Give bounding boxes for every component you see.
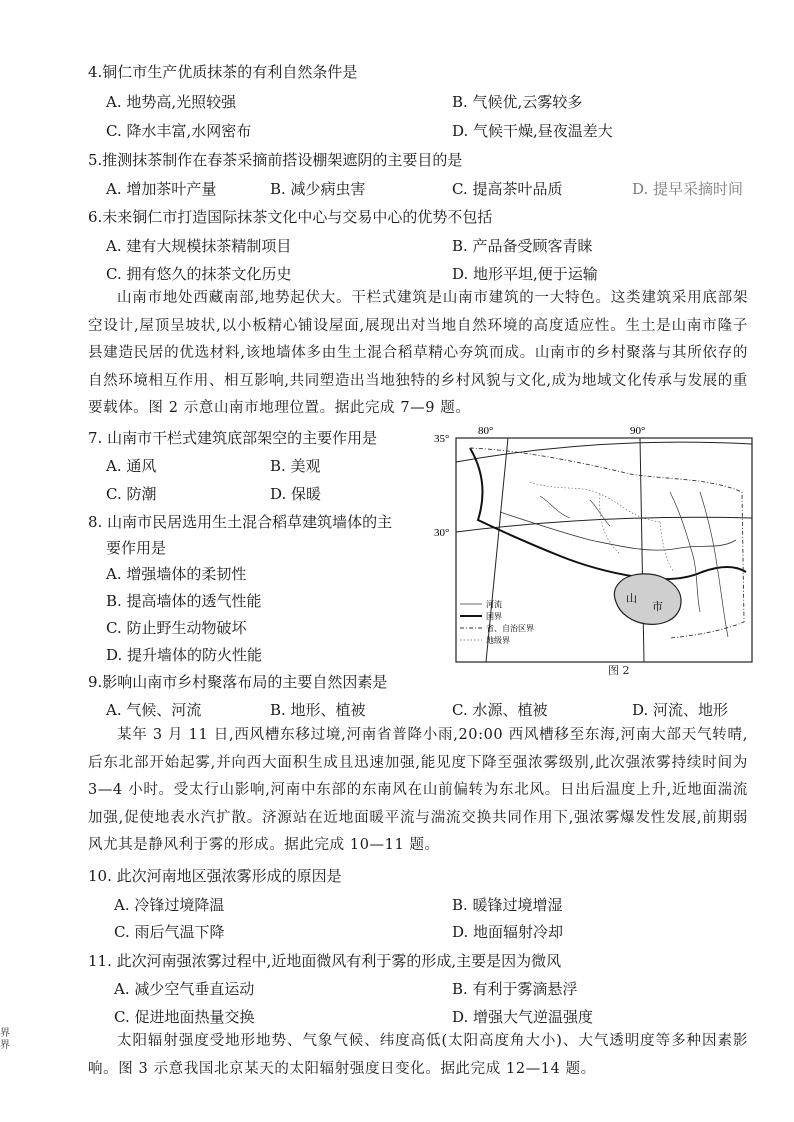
question-6-option-d: D. 地形平坦,便于运输 [452,265,598,283]
question-5-option-d: D. 提早采摘时间 [632,180,744,198]
question-4-option-a: A. 地势高,光照较强 [106,93,237,111]
question-9-option-a: A. 气候、河流 [106,701,202,719]
question-8-option-d: D. 提升墙体的防火性能 [106,646,263,664]
passage-solar-radiation: 太阳辐射强度受地形地势、气象气候、纬度高低(太阳高度角大小)、大气透明度等多种因素影响。图 3 示意我国北京某天的太阳辐射强度日变化。据此完成 12—14 题。 [88,1033,748,1077]
question-4-option-b: B. 气候优,云雾较多 [452,93,583,111]
question-10-option-d: D. 地面辐射冷却 [452,923,564,941]
question-8-option-c: C. 防止野生动物破坏 [106,619,247,637]
legend-river: 河流 [486,600,502,609]
question-9-stem: 9.影响山南市乡村聚落布局的主要自然因素是 [88,673,388,691]
legend-prefecture: 地级界 [486,636,510,645]
question-11-option-a: A. 减少空气垂直运动 [114,980,255,998]
lon-90-label: 90° [630,425,646,437]
question-6-stem: 6.未来铜仁市打造国际抹茶文化中心与交易中心的优势不包括 [88,208,493,226]
figure-2-caption: 图 2 [608,664,630,677]
edge-mark-1: 界 [0,1028,10,1039]
question-7-option-b: B. 美观 [270,457,321,475]
figure-2-map [430,422,760,684]
question-5-option-a: A. 增加茶叶产量 [106,180,217,198]
lon-80-label: 80° [478,425,494,437]
question-7-stem: 7. 山南市干栏式建筑底部架空的主要作用是 [88,429,378,447]
edge-mark-2: 界 [0,1040,10,1051]
question-4-option-c: C. 降水丰富,水网密布 [106,122,252,140]
question-4-stem: 4.铜仁市生产优质抹茶的有利自然条件是 [88,63,358,81]
lat-35-label: 35° [434,433,450,445]
question-11-option-b: B. 有利于雾滴悬浮 [452,980,578,998]
shannan-label-1: 山 [626,592,637,605]
question-9-option-c: C. 水源、植被 [452,701,548,719]
question-9-option-d: D. 河流、地形 [632,701,729,719]
question-10-option-a: A. 冷锋过境降温 [114,896,225,914]
question-5-option-c: C. 提高茶叶品质 [452,180,563,198]
legend-province: 省、自治区界 [486,624,534,633]
legend-national: 国界 [486,612,502,621]
question-6-option-a: A. 建有大规模抹茶精制项目 [106,237,292,255]
question-11-option-d: D. 增强大气逆温强度 [452,1008,594,1026]
map-svg [430,422,760,684]
passage-henan-fog: 某年 3 月 11 日,西风槽东移过境,河南省普降小雨,20:00 西风槽移至东海,河南大部天气转晴,后东北部开始起雾,并向西大面积生成且迅速加强,能见度下降至强浓雾级别,此次强浓雾持续时间为 3—4 小时。受太行山影响,河南中东部的东南风在山前偏转为东北风。日出后温度上升,近地面湍流加强,促使地表水汽扩散。济源站在近地面暖平流与湍流交换共同作用下,强浓雾爆发性发展,前期弱风尤其是静风利于雾的形成。据此完成 10—11 题。 [88,727,748,853]
question-7-option-c: C. 防潮 [106,485,157,503]
question-6-option-c: C. 拥有悠久的抹茶文化历史 [106,265,292,283]
question-5-option-b: B. 减少病虫害 [270,180,366,198]
question-10-stem: 10. 此次河南地区强浓雾形成的原因是 [88,867,342,885]
question-11-option-c: C. 促进地面热量交换 [114,1008,255,1026]
question-6-option-b: B. 产品备受顾客青睐 [452,237,593,255]
question-9-option-b: B. 地形、植被 [270,701,366,719]
question-4-option-d: D. 气候干燥,昼夜温差大 [452,122,613,140]
lat-30-label: 30° [434,527,450,539]
question-7-option-d: D. 保暖 [270,485,322,503]
question-11-stem: 11. 此次河南强浓雾过程中,近地面微风有利于雾的形成,主要是因为微风 [88,952,562,970]
question-8-option-b: B. 提高墙体的透气性能 [106,592,262,610]
passage-shannan: 山南市地处西藏南部,地势起伏大。干栏式建筑是山南市建筑的一大特色。这类建筑采用底部架空设计,屋顶呈坡状,以小板精心铺设屋面,展现出对当地自然环境的高度适应性。生土是山南市隆子县建造民居的优选材料,该地墙体多由生土混合稻草精心夯筑而成。山南市的乡村聚落与其所依存的自然环境相互作用、相互影响,共同塑造出当地独特的乡村风貌与文化,成为地域文化传承与发展的重要载体。图 2 示意山南市地理位置。据此完成 7—9 题。 [88,290,748,416]
question-7-option-a: A. 通风 [106,457,157,475]
question-8-stem: 8. 山南市民居选用生土混合稻草建筑墙体的主 [88,513,393,531]
question-10-option-c: C. 雨后气温下降 [114,923,225,941]
question-8-stem-cont: 要作用是 [106,539,167,557]
shannan-label-2: 市 [652,600,663,613]
question-10-option-b: B. 暖锋过境增湿 [452,896,563,914]
question-8-option-a: A. 增强墙体的柔韧性 [106,565,247,583]
question-5-stem: 5.推测抹茶制作在春茶采摘前搭设棚架遮阴的主要目的是 [88,151,463,169]
